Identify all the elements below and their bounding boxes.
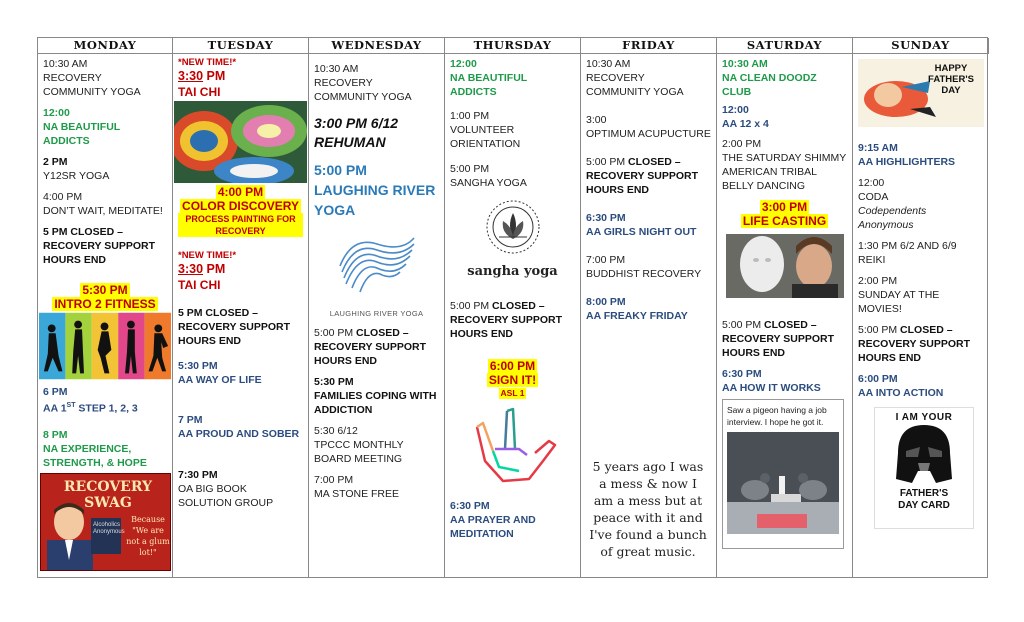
event-time: 3:30 PM [178,69,226,83]
event-name: RECOVERY COMMUNITY YOGA [586,72,684,98]
event: 1:30 PM 6/2 AND 6/9 REIKI [858,240,957,266]
color-discovery-image [174,101,307,183]
event [43,385,167,416]
event-name: MA STONE FREE [314,488,399,500]
event-name: TPCCC MONTHLY BOARD MEETING [314,439,404,465]
recovery-swag-image [40,473,171,571]
event-name: OA BIG BOOK SOLUTION GROUP [178,483,274,509]
event-time: 12:00 [450,58,477,70]
event-name: DON’T WAIT, MEDITATE! [43,205,163,217]
new-time-badge: *NEW TIME!* [178,57,237,68]
event [586,57,711,99]
event-time: 5:00 PM [314,162,367,178]
event-name: NA BEAUTIFUL ADDICTS [43,121,120,147]
saturday-column [717,54,853,577]
event-time: 3:30 PM [178,262,226,276]
event [722,137,847,193]
event-name: AA WAY OF LIFE [178,374,262,386]
event-time: 5:00 PM [450,163,490,175]
event-time: 4:00 PM [217,185,264,199]
event [858,141,984,169]
event [43,57,167,99]
day-header-thursday: THURSDAY [445,38,581,54]
event-time: 3:00 [586,114,607,126]
laughing-river-logo [314,226,439,320]
event-time: 6 PM [43,386,68,398]
event-time: 10:30 AM [314,63,359,75]
event-time: 2:00 PM [722,138,762,150]
weekly-schedule [37,37,988,578]
event-time: 7 PM [178,414,203,426]
closed-notice: 5:00 PM CLOSED – RECOVERY SUPPORT HOURS END [450,300,563,340]
event [450,109,575,151]
event-name: NA EXPERIENCE, STRENGTH, & HOPE [43,442,147,469]
event-name: AA PROUD AND SOBER [178,428,300,440]
fitness-image [39,312,171,380]
closed-notice: 5 PM CLOSED – RECOVERY SUPPORT HOURS END [43,226,156,266]
closed-notice: 5:00 PM CLOSED – RECOVERY SUPPORT HOURS END [722,319,835,359]
event-name: RECOVERY COMMUNITY YOGA [314,77,412,103]
event [586,113,711,141]
event-name: LAUGHING RIVER YOGA [314,182,436,218]
event [450,359,575,399]
event-subtitle: PROCESS PAINTING FOR RECOVERY [178,213,303,237]
new-time-badge: *NEW TIME!* [178,250,237,261]
vader-card-image [874,407,974,529]
event [314,62,439,104]
event-time: 12:00 [858,177,885,189]
event-name: CODA [858,191,889,203]
event-time: 6:30 PM [586,212,626,224]
event-name: VOLUNTEER ORIENTATION [450,124,521,150]
event-time: 10:30 AM [43,58,88,70]
card-text: HAPPY FATHER'S DAY [928,63,974,96]
event [858,176,984,232]
day-header-tuesday: TUESDAY [173,38,309,54]
event [178,468,303,510]
event-name: AA 1ST STEP 1, 2, 3 [43,402,138,415]
logo-caption: LAUGHING RIVER YOGA [329,309,424,318]
event-time: 7:00 PM [314,474,354,486]
abstract-painting-icon [174,101,307,183]
helmet-icon [892,423,956,485]
event-time: 9:15 AM [858,142,898,154]
event-name: BUDDHIST RECOVERY [586,268,702,280]
event-time: 2:00 PM [858,275,898,287]
event-name: RECOVERY COMMUNITY YOGA [43,72,141,98]
day-header-saturday: SATURDAY [717,38,853,54]
event [178,413,303,441]
friday-column [581,54,717,577]
event [43,190,167,218]
sangha-yoga-logo [450,197,575,293]
event-name: INTRO 2 FITNESS [54,297,156,311]
event [858,274,984,316]
event [43,283,167,311]
event-name: Y12SR YOGA [43,170,110,182]
event [43,106,167,148]
event [858,372,984,400]
event [722,367,847,395]
lotus-icon [483,197,543,257]
event [722,200,847,228]
monday-column [38,54,173,577]
event-time: 3:00 PM 6/12 [314,115,399,131]
event [178,185,303,237]
event-name: SIGN IT! [488,373,537,387]
card-text: FATHER'S DAY CARD [898,488,950,511]
day-header-sunday: SUNDAY [853,38,989,54]
event [450,499,575,541]
event-name: THE SATURDAY SHIMMY AMERICAN TRIBAL BELLY DANCING [722,152,847,192]
event-name: NA BEAUTIFUL ADDICTS [450,72,527,98]
event-time: 3:00 PM [761,200,808,214]
event-time: 6:00 PM [858,373,898,385]
closed-notice: 5:00 PM CLOSED – RECOVERY SUPPORT HOURS END [314,327,427,367]
event-time: 5:30 PM [314,376,354,388]
closed-notice: 5 PM CLOSED – RECOVERY SUPPORT HOURS END [178,307,291,347]
event [314,160,439,220]
event-name: TAI CHI [178,278,221,292]
event-name: AA HIGHLIGHTERS [858,156,956,168]
asl-hand-image [450,405,575,495]
event-time: 6:00 PM [489,359,536,373]
event-time: 7:30 PM [178,469,218,481]
wave-logo-icon [332,226,422,296]
tuesday-column [173,54,309,577]
event-name: AA FREAKY FRIDAY [586,310,688,322]
event-time: 4:00 PM [43,191,83,203]
logo-caption: sangha yoga [467,264,558,279]
meme-caption: Saw a pigeon having a job interview. I hope he got it. [727,405,827,427]
life-casting-image [726,234,845,298]
event-name: SUNDAY AT THE MOVIES! [858,289,940,315]
event-time: 2 PM [43,156,68,168]
quote-text: 5 years ago I was a mess & now I am a mess but at peace with it and I've found a bunch of great music. [589,459,707,559]
event-name: LIFE CASTING [742,214,827,228]
event-name: AA 12 x 4 [722,118,769,130]
event [178,359,303,387]
event-name: SANGHA YOGA [450,177,527,189]
event [722,57,847,99]
event [450,162,575,190]
event-name: NA CLEAN DOODZ CLUB [722,72,817,98]
event [450,57,575,99]
swag-book: Alcoholics Anonymous [91,518,121,554]
event-time: 8:00 PM [586,296,626,308]
event-time: 5:30 6/12 [314,425,358,437]
thursday-column [445,54,581,577]
life-cast-photo-icon [726,234,844,298]
swag-title: RECOVERY SWAG [63,478,153,511]
event-name: AA INTO ACTION [858,387,944,399]
event-time: 12:00 [722,104,749,116]
event [314,424,439,466]
sunday-column [853,54,989,577]
event-name: AA HOW IT WORKS [722,382,821,394]
event-time: 6:30 PM [450,500,490,512]
event-name: OPTIMUM ACUPUCTURE [586,128,711,140]
event-time: 12:00 [43,107,70,119]
event [586,295,711,323]
event [314,375,439,417]
event [722,103,847,131]
fathers-day-card-image [858,59,984,127]
event-time: 8 PM [43,428,68,441]
event-name: AA PRAYER AND MEDITATION [450,514,536,540]
event [314,473,439,501]
event-subtitle: Codependents Anonymous [858,205,927,231]
event [586,253,711,281]
closed-notice: 5:00 PM CLOSED – RECOVERY SUPPORT HOURS END [586,156,699,196]
event [43,428,167,470]
closed-notice: 5:00 PM CLOSED – RECOVERY SUPPORT HOURS END [858,324,971,364]
event-time: 5:30 PM [178,360,218,372]
event [314,114,439,152]
day-header-monday: MONDAY [38,38,173,54]
event-name: AA GIRLS NIGHT OUT [586,226,697,238]
event-time: 10:30 AM [586,58,631,70]
event-time: 1:00 PM [450,110,490,122]
event-time: 10:30 AM [722,58,768,70]
swag-subtitle: Because "We are not a glum lot!" [126,514,170,557]
event-time: 5:30 PM [82,283,128,297]
event [586,211,711,239]
event-name: FAMILIES COPING WITH ADDICTION [314,390,437,416]
wednesday-column [309,54,445,577]
event-name: COLOR DISCOVERY [182,199,299,213]
fitness-silhouettes-icon [39,312,171,380]
event-time: 6:30 PM [722,368,762,380]
pigeon-photo-icon [727,432,839,534]
pigeon-meme [722,399,844,549]
day-header-wednesday: WEDNESDAY [309,38,445,54]
card-text: I AM YOUR [895,412,953,423]
asl-hand-icon [463,405,563,489]
event-time: 7:00 PM [586,254,626,266]
event [43,155,167,183]
event-name: TAI CHI [178,85,221,99]
day-header-friday: FRIDAY [581,38,717,54]
event-name: REHUMAN [314,134,386,150]
event-subtitle: ASL 1 [500,388,525,398]
